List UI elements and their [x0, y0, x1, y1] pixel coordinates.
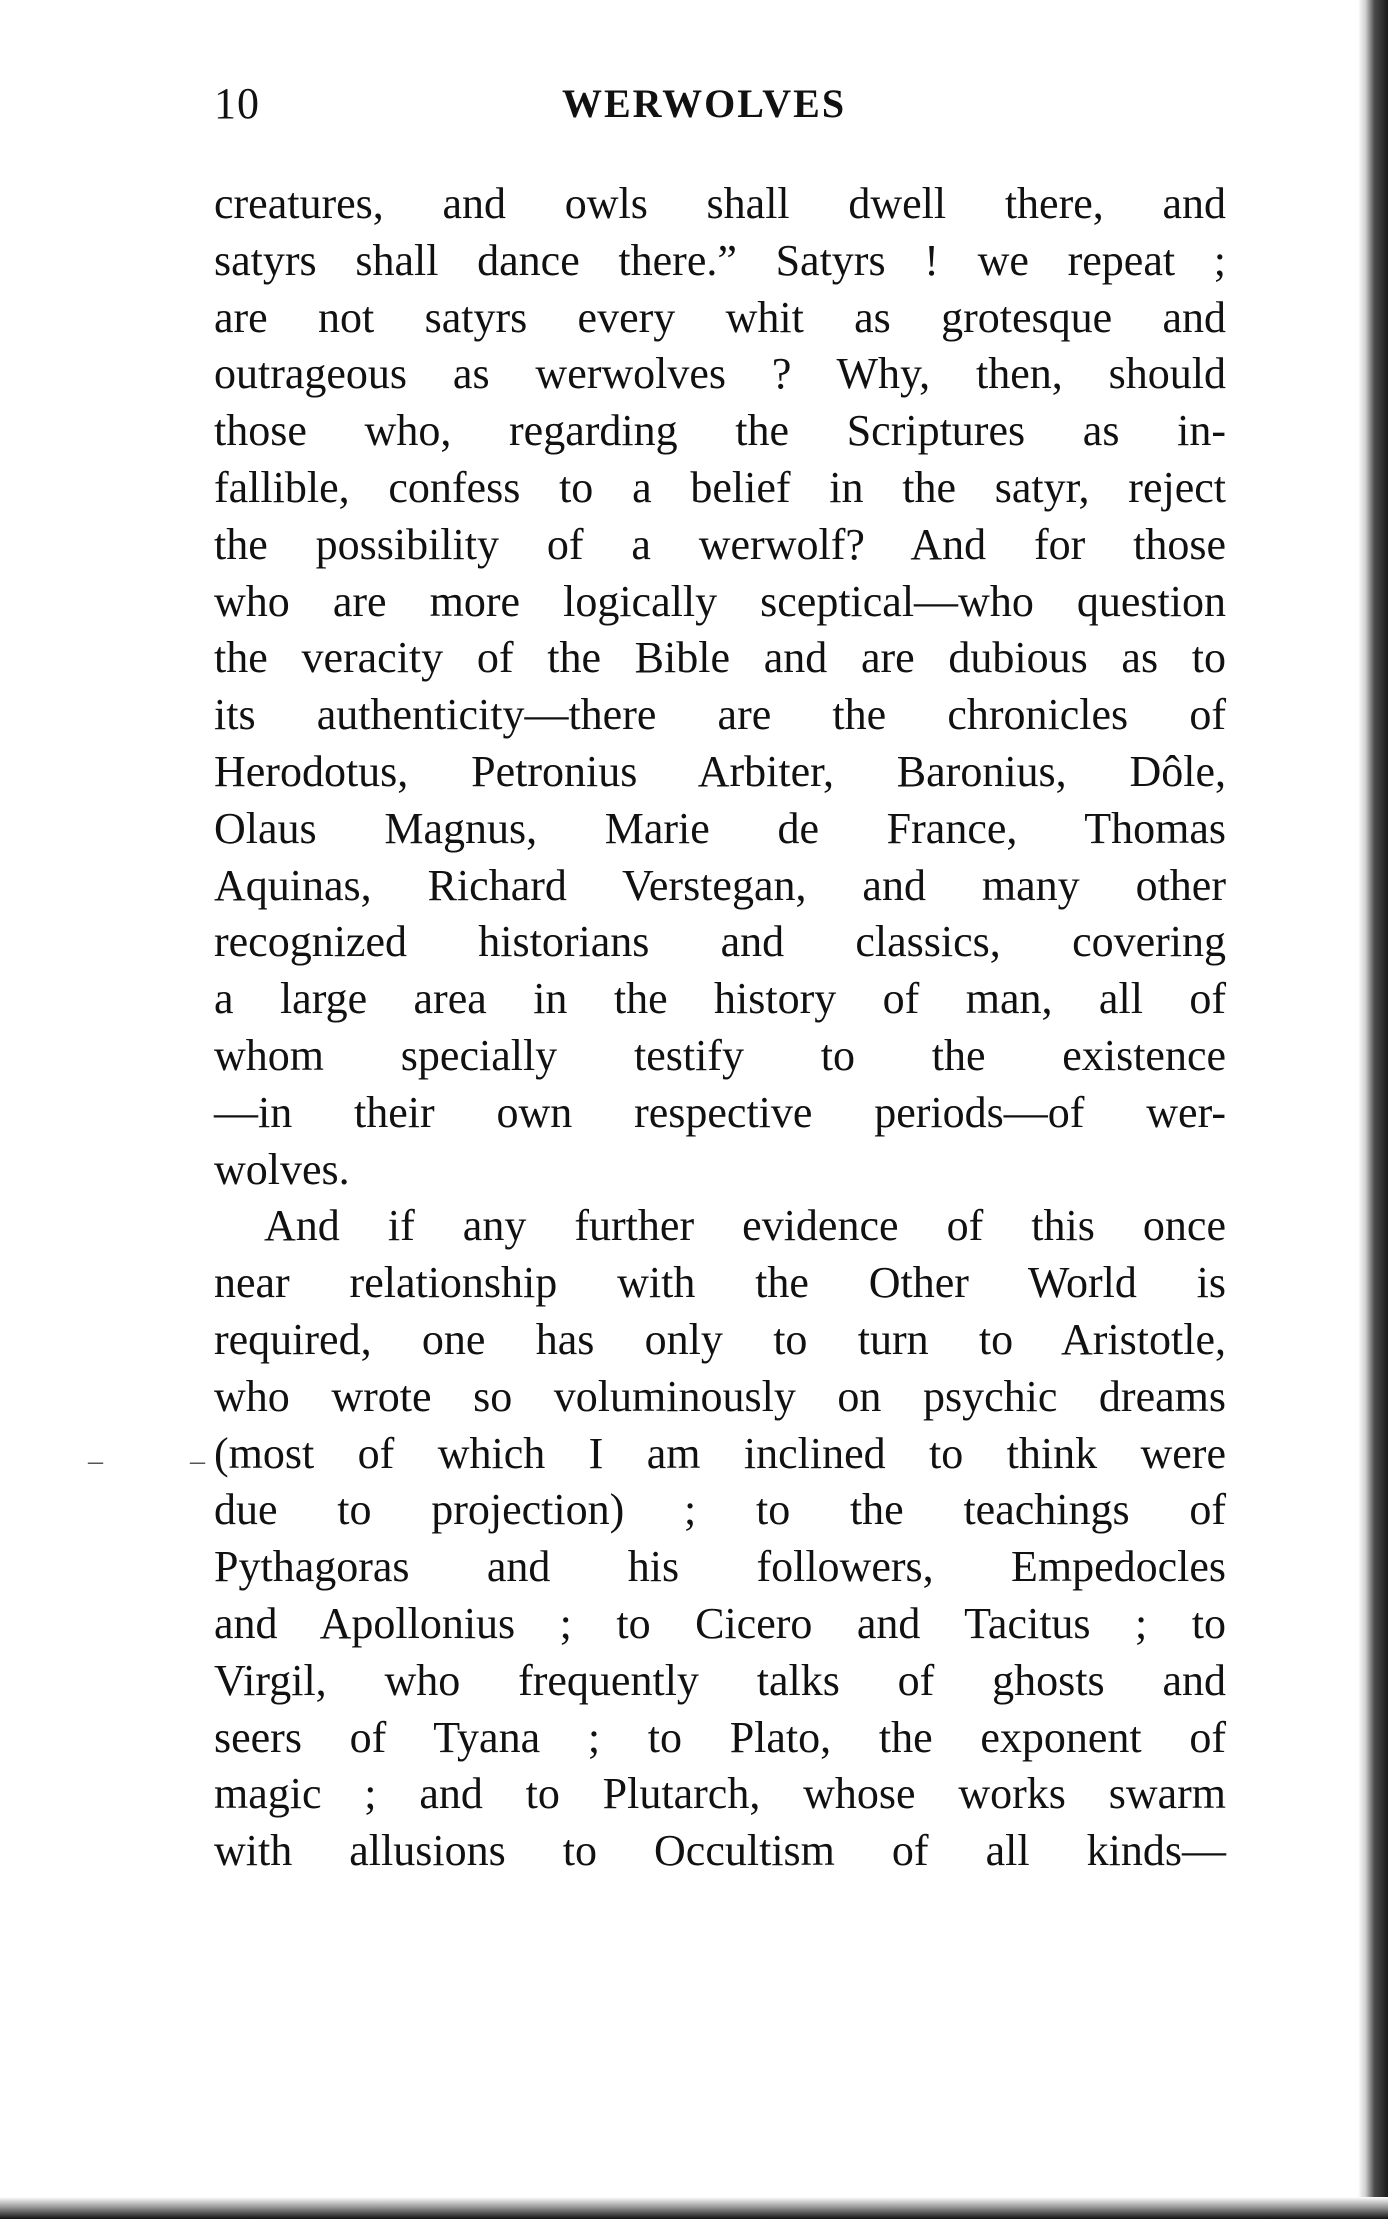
- text-line: wolves.: [214, 1144, 350, 1194]
- paragraph-2: [214, 1198, 1226, 1880]
- page-header: [214, 78, 1214, 138]
- margin-dash-mark: –: [88, 1444, 103, 1477]
- text-line: the possibility of a werwolf? And for those: [214, 519, 1226, 569]
- text-line: due to projection) ; to the teachings of: [214, 1485, 1226, 1535]
- text-line: who are more logically sceptical—who question: [214, 576, 1226, 626]
- text-line: with allusions to Occultism of all kinds—: [214, 1826, 1226, 1876]
- text-line: seers of Tyana ; to Plato, the exponent of: [214, 1712, 1226, 1762]
- text-line: are not satyrs every whit as grotesque and: [214, 292, 1226, 342]
- paragraph-1: [214, 176, 1226, 1198]
- text-line: creatures, and owls shall dwell there, and: [214, 179, 1226, 228]
- text-line: Herodotus, Petronius Arbiter, Baronius, Dôle,: [214, 746, 1226, 796]
- text-line: the veracity of the Bible and are dubious as to: [214, 633, 1226, 683]
- text-line: Olaus Magnus, Marie de France, Thomas: [214, 803, 1226, 853]
- text-line: magic ; and to Plutarch, whose works swarm: [214, 1769, 1226, 1819]
- text-line: Virgil, who frequently talks of ghosts and: [214, 1655, 1226, 1705]
- page-edge-shadow: [1358, 0, 1388, 2219]
- text-line: near relationship with the Other World is: [214, 1258, 1226, 1308]
- text-line: required, one has only to turn to Aristotle,: [214, 1314, 1226, 1364]
- text-line: satyrs shall dance there.” Satyrs ! we repeat ;: [214, 235, 1226, 285]
- text-line: a large area in the history of man, all of: [214, 974, 1226, 1024]
- text-line: whom specially testify to the existence: [214, 1030, 1226, 1080]
- text-line: recognized historians and classics, covering: [214, 917, 1226, 967]
- text-line: And if any further evidence of this once: [264, 1201, 1226, 1251]
- text-line: and Apollonius ; to Cicero and Tacitus ; to: [214, 1598, 1226, 1648]
- page-bottom-edge: [0, 2197, 1388, 2219]
- text-line: fallible, confess to a belief in the satyr, reject: [214, 462, 1226, 512]
- body-text: [214, 176, 1226, 1880]
- text-line: those who, regarding the Scriptures as in-: [214, 406, 1226, 456]
- running-head: WERWOLVES: [562, 81, 847, 126]
- text-line: Pythagoras and his followers, Empedocles: [214, 1542, 1226, 1592]
- text-line: its authenticity—there are the chronicles of: [214, 690, 1226, 740]
- text-line: Aquinas, Richard Verstegan, and many other: [214, 860, 1226, 910]
- text-line: who wrote so voluminously on psychic dreams: [214, 1371, 1226, 1421]
- margin-dash-mark: –: [190, 1444, 205, 1477]
- text-line: outrageous as werwolves ? Why, then, should: [214, 349, 1226, 399]
- page-number: 10: [214, 79, 260, 128]
- text-line: —in their own respective periods—of wer-: [214, 1087, 1226, 1137]
- text-line: (most of which I am inclined to think were: [214, 1428, 1226, 1478]
